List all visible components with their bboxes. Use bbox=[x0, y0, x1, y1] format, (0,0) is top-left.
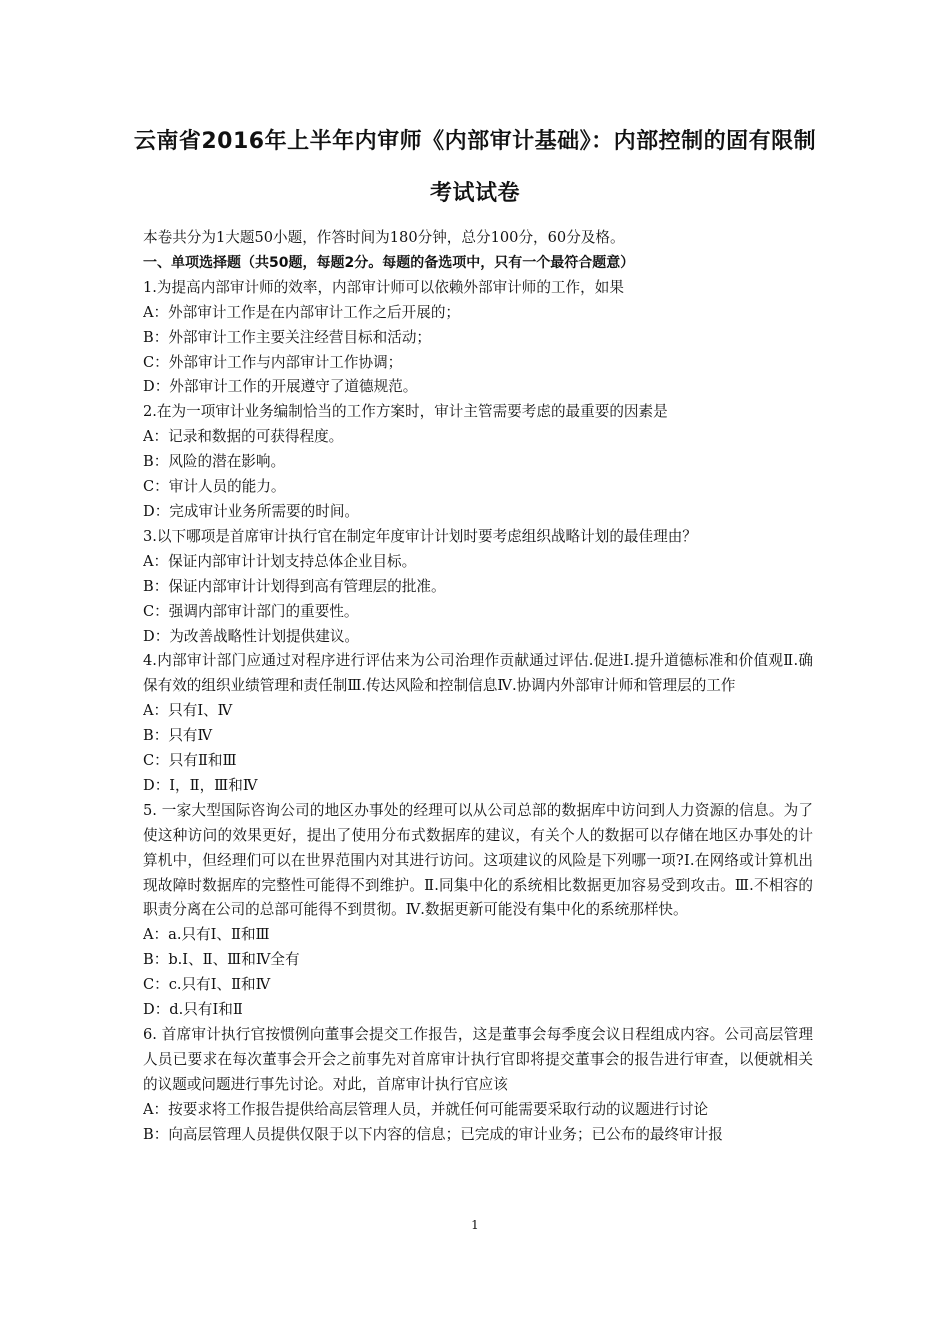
document-title-line2: 考试试卷 bbox=[429, 181, 520, 206]
question-5 bbox=[143, 799, 813, 1023]
option-d: D：外部审计工作的开展遵守了道德规范。 bbox=[143, 378, 418, 396]
option-b: B：保证内部审计计划得到高有管理层的批准。 bbox=[143, 577, 446, 595]
question-6 bbox=[143, 1023, 813, 1148]
option-a: A：只有Ⅰ、Ⅳ bbox=[143, 702, 233, 720]
option-b: B：风险的潜在影响。 bbox=[143, 453, 286, 471]
question-text: 2.在为一项审计业务编制恰当的工作方案时，审计主管需要考虑的最重要的因素是 bbox=[143, 403, 668, 421]
option-d: D：为改善战略性计划提供建议。 bbox=[143, 627, 360, 645]
option-a: A：保证内部审计计划支持总体企业目标。 bbox=[143, 552, 417, 570]
option-a: A：按要求将工作报告提供给高层管理人员，并就任何可能需要采取行动的议题进行讨论 bbox=[143, 1100, 709, 1118]
question-text: 4.内部审计部门应通过对程序进行评估来为公司治理作贡献通过评估.促进Ⅰ.提升道德标准和价值观Ⅱ.确保有效的组织业绩管理和责任制Ⅲ.传达风险和控制信息Ⅳ.协调内外部审计师和管理层的工作 bbox=[143, 652, 813, 695]
document-title-line1: 云南省2016年上半年内审师《内部审计基础》：内部控制的固有限制 bbox=[133, 129, 817, 154]
question-text: 3.以下哪项是首席审计执行官在制定年度审计计划时要考虑组织战略计划的最佳理由？ bbox=[143, 527, 697, 545]
option-c: C：只有Ⅱ和Ⅲ bbox=[143, 752, 237, 770]
option-b: B：向高层管理人员提供仅限于以下内容的信息；已完成的审计业务；已公布的最终审计报 bbox=[143, 1125, 723, 1143]
question-1 bbox=[143, 276, 813, 401]
page-number: 1 bbox=[471, 1218, 479, 1232]
option-a: A：a.只有Ⅰ、Ⅱ和Ⅲ bbox=[143, 926, 270, 944]
exam-intro: 本卷共分为1大题50小题，作答时间为180分钟，总分100分，60分及格。 bbox=[143, 229, 625, 246]
option-d: D：完成审计业务所需要的时间。 bbox=[143, 502, 360, 520]
option-b: B：外部审计工作主要关注经营目标和活动； bbox=[143, 328, 432, 346]
option-c: C：c.只有Ⅰ、Ⅱ和Ⅳ bbox=[143, 976, 271, 994]
option-c: C：外部审计工作与内部审计工作协调； bbox=[143, 353, 403, 371]
question-4 bbox=[143, 649, 813, 798]
question-text: 6. 首席审计执行官按惯例向董事会提交工作报告，这是董事会每季度会议日程组成内容。公司高层管理人员已要求在每次董事会开会之前事先对首席审计执行官即将提交董事会的报告进行审查，以便就相关的议题或问题进行事先讨论。对此，首席审计执行官应该 bbox=[143, 1026, 813, 1093]
option-a: A：记录和数据的可获得程度。 bbox=[143, 428, 344, 446]
option-b: B：只有Ⅳ bbox=[143, 727, 213, 745]
option-d: D：Ⅰ，Ⅱ，Ⅲ和Ⅳ bbox=[143, 776, 258, 794]
section-heading: 一、单项选择题（共50题，每题2分。每题的备选项中，只有一个最符合题意） bbox=[143, 254, 635, 271]
question-text: 1.为提高内部审计师的效率，内部审计师可以依赖外部审计师的工作，如果 bbox=[143, 278, 624, 296]
question-text: 5. 一家大型国际咨询公司的地区办事处的经理可以从公司总部的数据库中访问到人力资源的信息。为了使这种访问的效果更好，提出了使用分布式数据库的建议，有关个人的数据可以存储在地区办事处的计算机中，但经理们可以在世界范围内对其进行访问。这项建议的风险是下列哪一项?Ⅰ.在网络或计算机出现故障时数据库的完整性可能得不到维护。Ⅱ.同集中化的系统相比数据更加容易受到攻击。Ⅲ.不相容的职责分离在公司的总部可能得不到贯彻。Ⅳ.数据更新可能没有集中化的系统那样快。 bbox=[143, 801, 813, 919]
question-3 bbox=[143, 525, 813, 650]
option-c: C：审计人员的能力。 bbox=[143, 478, 286, 496]
option-a: A：外部审计工作是在内部审计工作之后开展的； bbox=[143, 303, 461, 321]
document-body bbox=[143, 226, 813, 1148]
question-2 bbox=[143, 400, 813, 525]
option-d: D：d.只有Ⅰ和Ⅱ bbox=[143, 1001, 243, 1019]
option-c: C：强调内部审计部门的重要性。 bbox=[143, 602, 359, 620]
option-b: B：b.Ⅰ、Ⅱ、Ⅲ和Ⅳ全有 bbox=[143, 951, 300, 969]
